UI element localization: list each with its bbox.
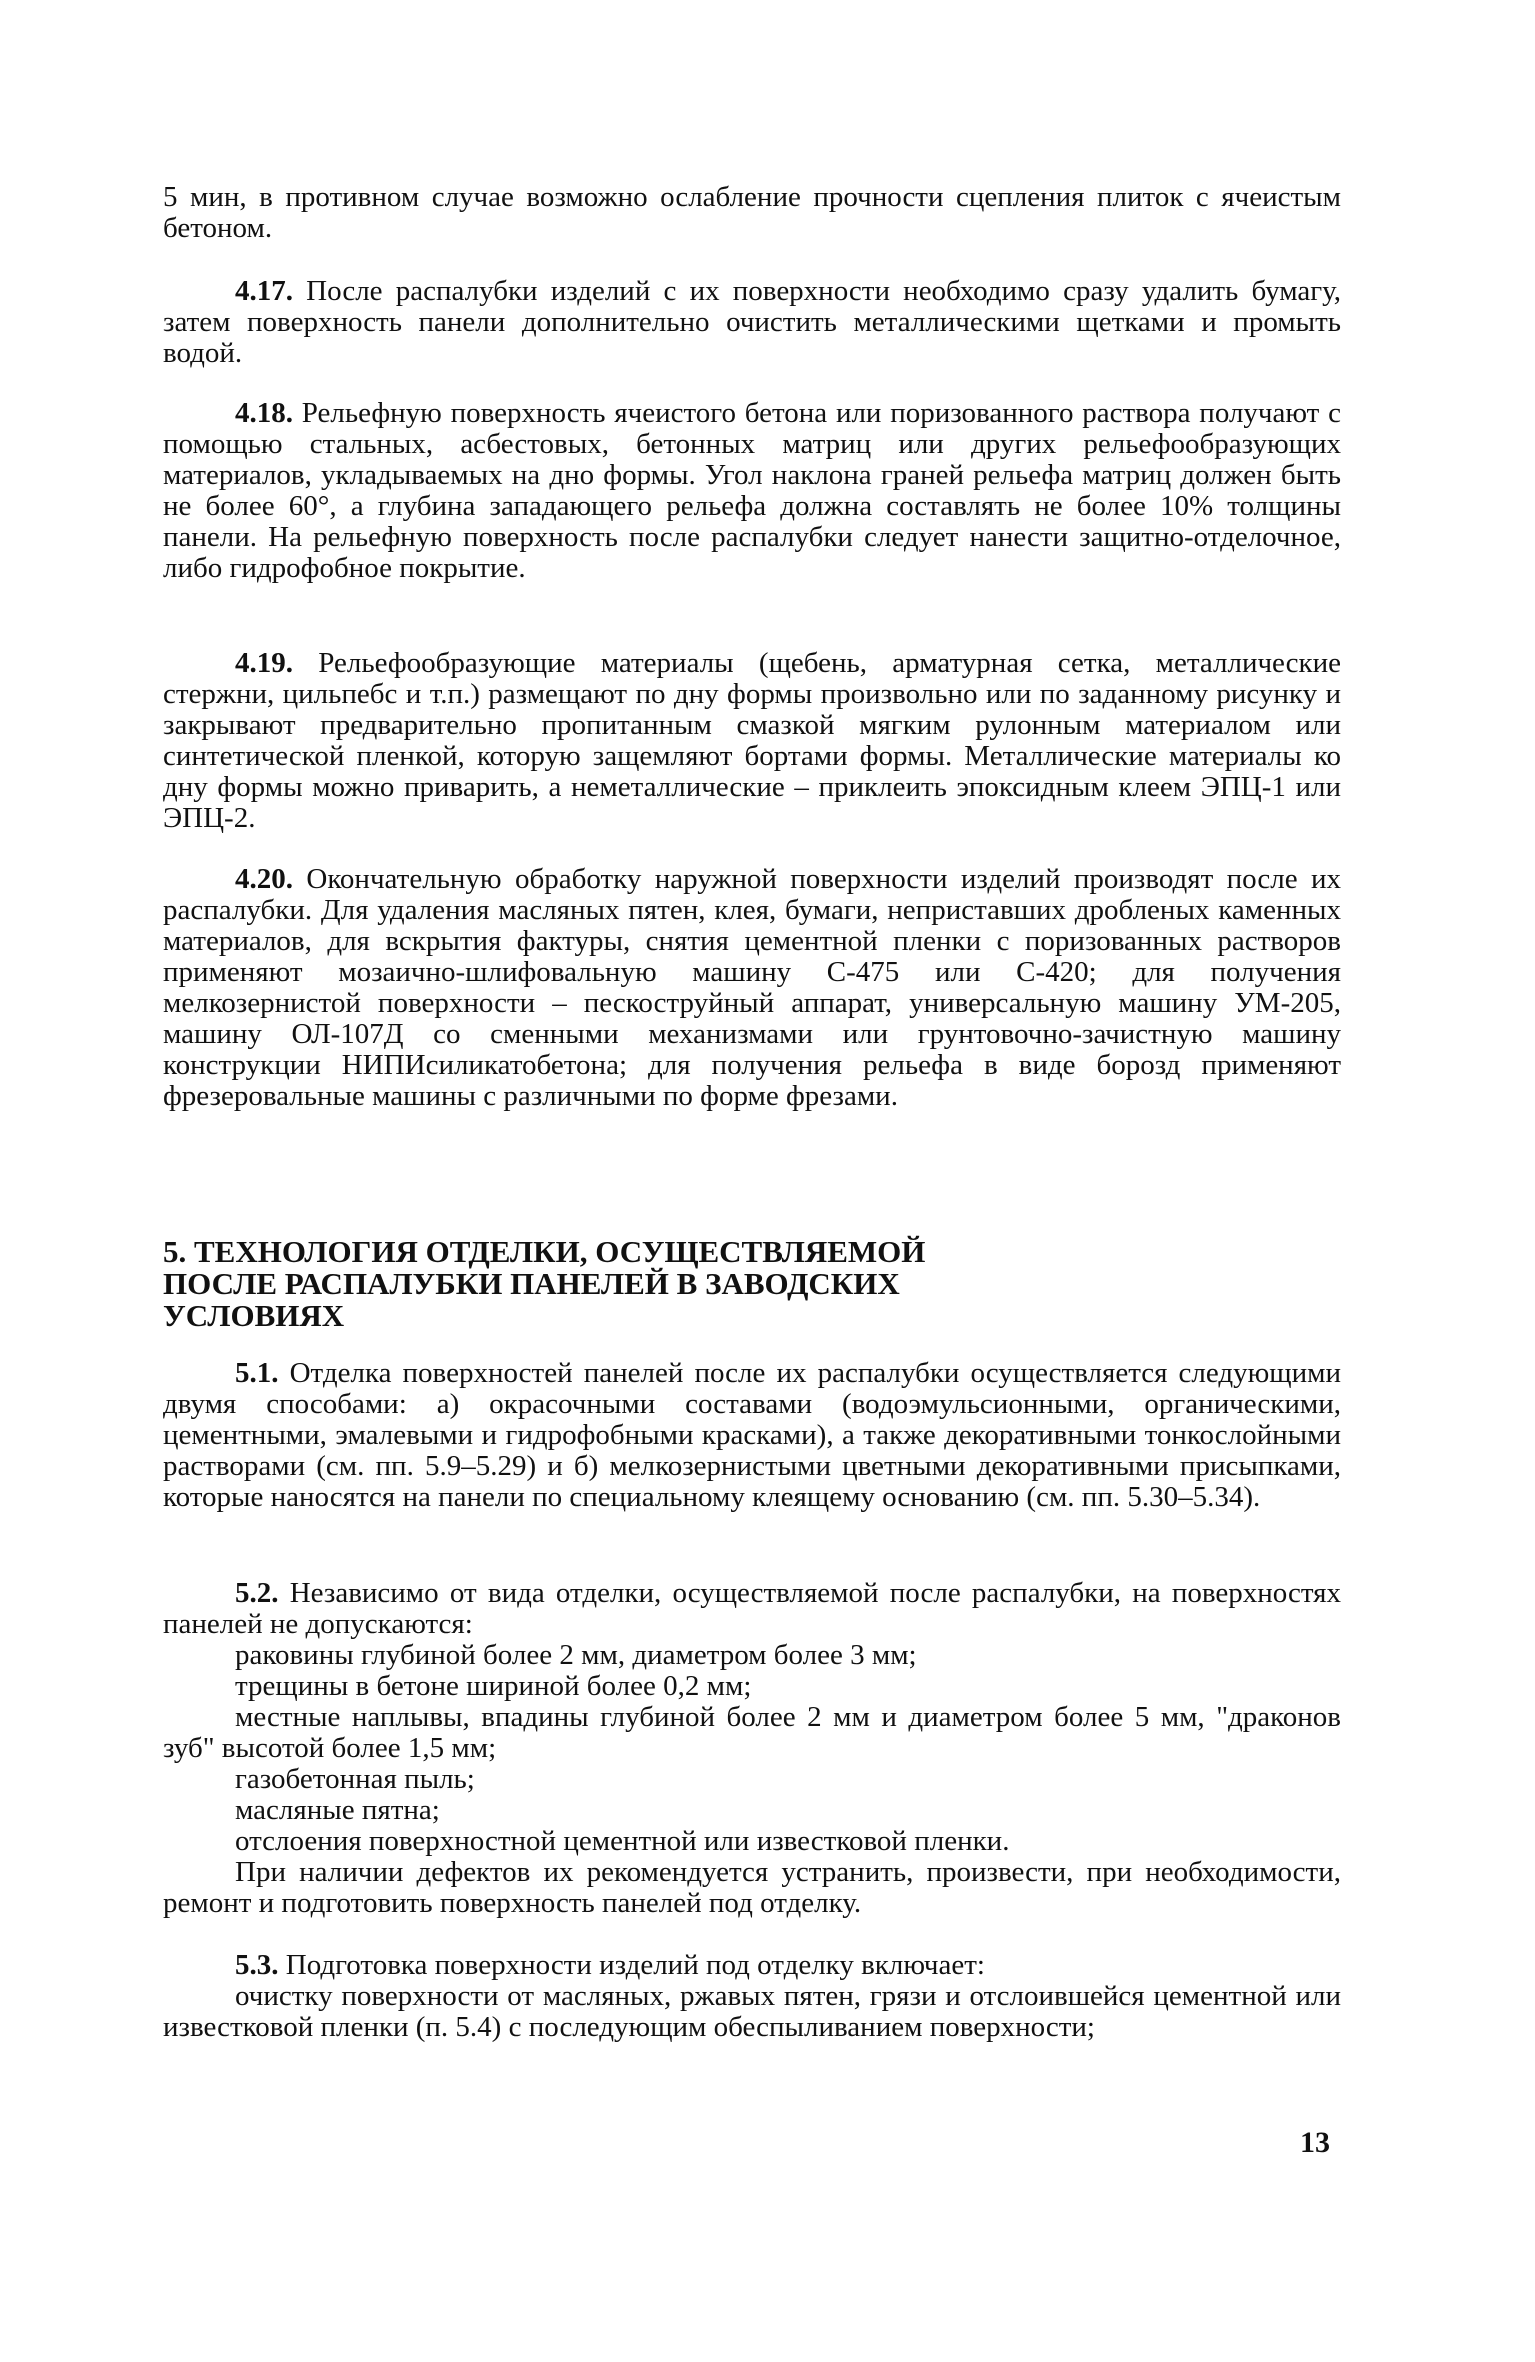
paragraph-text: При наличии дефектов их рекомендуется устранить, произвести, при необходимости, ремонт и подготовить поверхность панелей под отделку. xyxy=(163,1856,1341,1919)
list-item: газобетонная пыль; xyxy=(235,1763,475,1795)
paragraph-text: 5 мин, в противном случае возможно ослабление прочности сцепления плиток с ячеистым бетоном. xyxy=(163,181,1341,244)
page-number: 13 xyxy=(1300,2126,1330,2159)
paragraph-text: Отделка поверхностей панелей после их распалубки осуществляется следующими двумя способами: а) окрасочными составами (водоэмульсионными, органическими, цементными, эмалевыми и гидрофобными красками), а также декоративными тонкослойными растворами (см. пп. 5.9–5.29) и б) мелкозернистыми цветными декоративными присыпками, которые наносятся на панели по специальному клеящему основанию (см. пп. 5.30–5.34). xyxy=(163,1357,1341,1513)
paragraph-number: 5.3. xyxy=(235,1949,279,1981)
paragraph-text: Рельефообразующие материалы (щебень, арматурная сетка, металлические стержни, цильпебс и т.п.) размещают по дну формы произвольно или по заданному рисунку и закрывают предварительно пропитанным смазкой мягким рулонным материалом или синтетической пленкой, которую защемляют бортами формы. Металлические материалы ко дну формы можно приварить, а неметаллические – приклеить эпоксидным клеем ЭПЦ-1 или ЭПЦ-2. xyxy=(163,647,1341,834)
list-item: отслоения поверхностной цементной или известковой пленки. xyxy=(235,1825,1010,1857)
paragraph-text: Независимо от вида отделки, осуществляемой после распалубки, на поверхностях панелей не допускаются: xyxy=(163,1577,1341,1640)
paragraph-4-17 xyxy=(163,276,1341,369)
section-heading-line: 5. ТЕХНОЛОГИЯ ОТДЕЛКИ, ОСУЩЕСТВЛЯЕМОЙ xyxy=(163,1234,926,1269)
paragraph-text: Рельефную поверхность ячеистого бетона или поризованного раствора получают с помощью стальных, асбестовых, бетонных матриц или других рельефообразующих материалов, укладываемых на дно формы. Угол наклона граней рельефа матриц должен быть не более 60°, а глубина западающего рельефа должна составлять не более 10% толщины панели. На рельефную поверхность после распалубки следует нанести защитно-отделочное, либо гидрофобное покрытие. xyxy=(163,397,1341,584)
paragraph-5-3 xyxy=(163,1950,1341,2043)
paragraph-text: Подготовка поверхности изделий под отделку включает: xyxy=(278,1949,985,1981)
section-heading-line: УСЛОВИЯХ xyxy=(163,1298,345,1333)
paragraph-5-2 xyxy=(163,1578,1341,1919)
list-item: трещины в бетоне шириной более 0,2 мм; xyxy=(235,1670,752,1702)
paragraph-number: 4.19. xyxy=(235,647,293,679)
paragraph-4-18 xyxy=(163,398,1341,584)
paragraph-text: После распалубки изделий с их поверхности необходимо сразу удалить бумагу, затем поверхность панели дополнительно очистить металлическими щетками и промыть водой. xyxy=(163,275,1341,369)
paragraph-number: 4.20. xyxy=(235,863,293,895)
paragraph-continuation xyxy=(163,182,1341,244)
paragraph-number: 4.18. xyxy=(235,397,293,429)
section-heading xyxy=(163,1236,1163,1332)
paragraph-4-20 xyxy=(163,864,1341,1112)
paragraph-4-19 xyxy=(163,648,1341,834)
paragraph-number: 4.17. xyxy=(235,275,293,307)
section-heading-line: ПОСЛЕ РАСПАЛУБКИ ПАНЕЛЕЙ В ЗАВОДСКИХ xyxy=(163,1266,900,1301)
paragraph-number: 5.2. xyxy=(235,1577,279,1609)
paragraph-5-1 xyxy=(163,1358,1341,1513)
paragraph-text: Окончательную обработку наружной поверхности изделий производят после их распалубки. Для удаления масляных пятен, клея, бумаги, неприставших дробленых каменных материалов, для вскрытия фактуры, снятия цементной пленки с поризованных растворов применяют мозаично-шлифовальную машину С-475 или С-420; для получения мелкозернистой поверхности – пескоструйный аппарат, универсальную машину УМ-205, машину ОЛ-107Д со сменными механизмами или грунтовочно-зачистную машину конструкции НИПИсиликатобетона; для получения рельефа в виде борозд применяют фрезеровальные машины с различными по форме фрезами. xyxy=(163,863,1341,1112)
list-item: местные наплывы, впадины глубиной более 2 мм и диаметром более 5 мм, "драконов зуб" высотой более 1,5 мм; xyxy=(163,1701,1341,1764)
list-item: раковины глубиной более 2 мм, диаметром более 3 мм; xyxy=(235,1639,917,1671)
paragraph-number: 5.1. xyxy=(235,1357,279,1389)
list-item: масляные пятна; xyxy=(235,1794,440,1826)
list-item: очистку поверхности от масляных, ржавых пятен, грязи и отслоившейся цементной или известковой пленки (п. 5.4) с последующим обеспыливанием поверхности; xyxy=(163,1980,1341,2043)
